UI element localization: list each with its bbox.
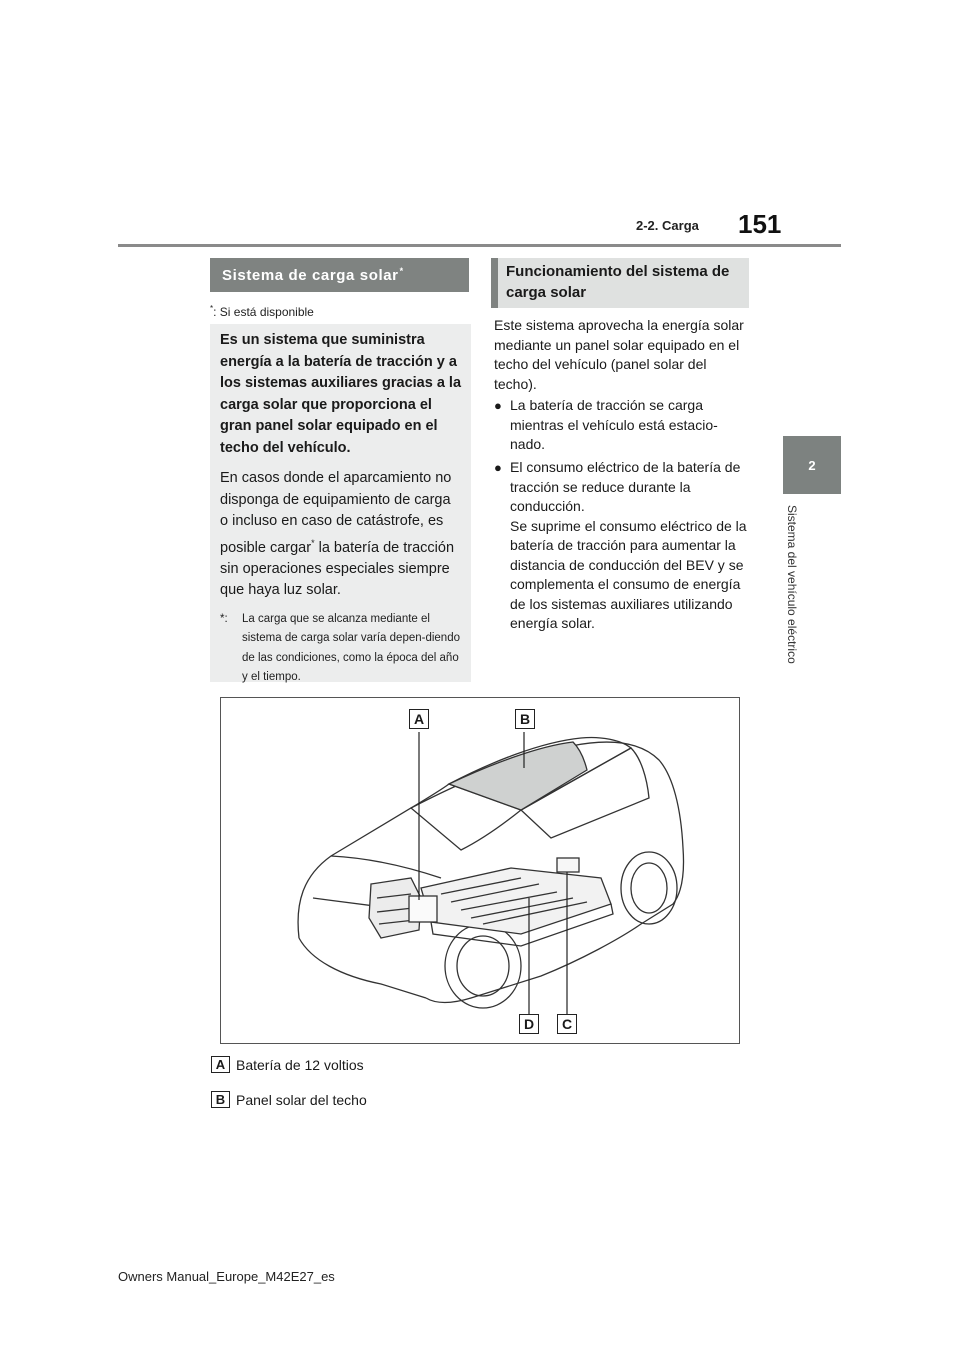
availability-note-mark: * xyxy=(210,304,214,313)
bullet-text xyxy=(510,458,749,634)
header-divider xyxy=(118,244,841,247)
summary-footnote xyxy=(220,610,461,688)
summary-lead: Es un sistema que suministra energía a la batería de tracción y a los sistemas auxiliares gracias a la carga solar que proporciona el gran panel solar equipado en el techo del vehículo. xyxy=(220,332,462,456)
summary-footnote-mark: *: xyxy=(220,612,228,625)
callout-c: C xyxy=(557,1014,577,1034)
summary-body-before: En casos donde el aparcamiento no disponga de equipamiento de carga o incluso en caso de catástrofe, es posible cargar xyxy=(220,470,452,556)
vehicle-illustration xyxy=(220,697,740,1044)
summary-body-mark: * xyxy=(311,537,315,548)
heading-text: Sistema de carga solar xyxy=(222,266,399,284)
legend-text: Panel solar del techo xyxy=(236,1091,367,1108)
summary-body-after: la batería de tracción sin operaciones especiales siempre que haya luz solar. xyxy=(220,539,455,599)
bullet-icon: ● xyxy=(494,398,502,413)
operation-intro: Este sistema aprovecha la energía solar mediante un panel solar equipado en el techo del vehículo (panel solar del techo). xyxy=(494,317,744,392)
legend-key: A xyxy=(211,1056,230,1073)
availability-note-text: : Si está disponible xyxy=(213,305,314,319)
bullet-text-continuation: Se suprime el consumo eléctrico de la batería de tracción para aumentar la distancia de conducción del BEV y se complementa el consumo de energía de los sistemas auxiliares utilizando energía solar. xyxy=(510,517,747,631)
chapter-title xyxy=(785,505,807,685)
legend-item xyxy=(211,1091,367,1108)
bullet-icon: ● xyxy=(494,460,502,475)
summary-footnote-text: La carga que se alcanza mediante el sistema de carga solar varía depen-diendo de las condiciones, como la época del año y el tiempo. xyxy=(242,612,460,684)
summary-body xyxy=(220,468,461,602)
bullet-item xyxy=(494,396,749,455)
page-number: 151 xyxy=(738,209,782,239)
legend-text: Batería de 12 voltios xyxy=(236,1056,364,1073)
chapter-title-text: Sistema del vehículo eléctrico xyxy=(785,505,799,664)
legend-key: B xyxy=(211,1091,230,1108)
bullet-text: La batería de tracción se carga mientras el vehículo está estacio-nado. xyxy=(510,397,718,452)
callout-b: B xyxy=(515,709,535,729)
legend-item xyxy=(211,1056,364,1073)
heading-solar-charging-system xyxy=(210,258,469,292)
footer-doc-id: Owners Manual_Europe_M42E27_es xyxy=(118,1269,335,1284)
heading-asterisk: * xyxy=(399,266,404,276)
bullet-item xyxy=(494,458,749,634)
summary-box xyxy=(210,324,471,682)
bullet-text-line: El consumo eléctrico de la batería de tracción se reduce durante la conducción. xyxy=(510,459,741,514)
callout-d: D xyxy=(519,1014,539,1034)
callout-a: A xyxy=(409,709,429,729)
availability-note xyxy=(210,304,314,319)
heading-system-operation: Funcionamiento del sistema de carga solar xyxy=(491,258,749,308)
car-diagram-icon xyxy=(221,698,739,1043)
section-label: 2-2. Carga xyxy=(636,218,699,233)
chapter-tab: 2 xyxy=(783,436,841,494)
